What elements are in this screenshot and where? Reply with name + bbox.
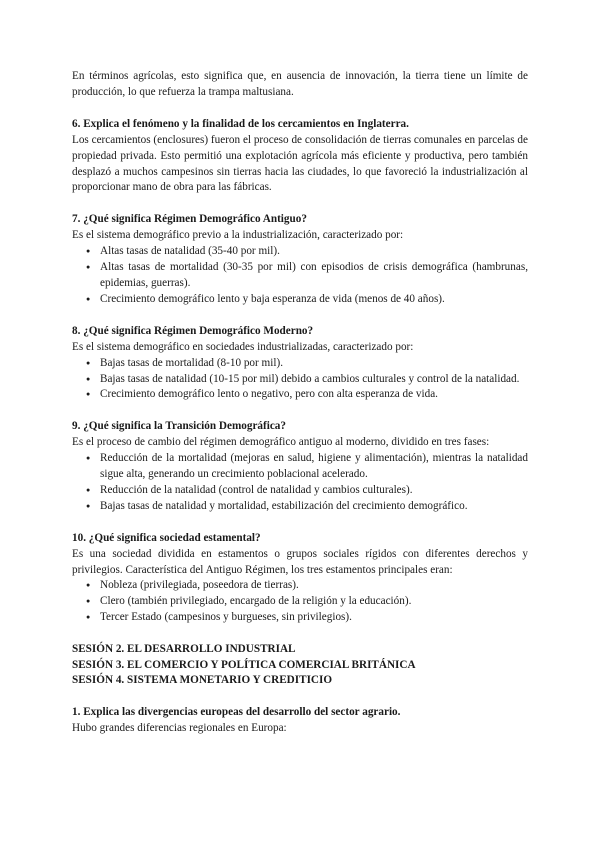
question-8-title: 8. ¿Qué significa Régimen Demográfico Moderno?: [72, 324, 314, 337]
session-4-heading: SESIÓN 4. SISTEMA MONETARIO Y CREDITICIO: [72, 674, 333, 687]
intro-paragraph: En términos agrícolas, esto significa que, en ausencia de innovación, la tierra tiene un límite de producción, lo que refuerza la trampa maltusiana.: [72, 70, 528, 98]
question-6-title: 6. Explica el fenómeno y la finalidad de los cercamientos en Inglaterra.: [72, 117, 409, 130]
list-item: ● Bajas tasas de mortalidad (8-10 por mil).: [72, 356, 528, 372]
page-content: [72, 69, 528, 737]
question-9-list: [72, 451, 528, 515]
list-item: ● Nobleza (privilegiada, poseedora de tierras).: [72, 578, 528, 594]
question-8-lead: Es el sistema demográfico en sociedades industrializadas, caracterizado por:: [72, 340, 414, 353]
question-7-lead: Es el sistema demográfico previo a la industrialización, caracterizado por:: [72, 229, 404, 242]
question-10-list: [72, 578, 528, 626]
list-item: ● Tercer Estado (campesinos y burgueses, sin privilegios).: [72, 610, 528, 626]
section-1-question-title: 1. Explica las divergencias europeas del desarrollo del sector agrario.: [72, 705, 401, 718]
question-8-list: [72, 356, 528, 404]
list-item: ● Bajas tasas de natalidad (10-15 por mil) debido a cambios culturales y control de la natalidad.: [72, 372, 528, 388]
list-item: ● Reducción de la mortalidad (mejoras en salud, higiene y alimentación), mientras la natalidad sigue alta, generando un crecimiento poblacional acelerado.: [72, 451, 528, 483]
list-item: ● Bajas tasas de natalidad y mortalidad, estabilización del crecimiento demográfico.: [72, 499, 528, 515]
question-10-title: 10. ¿Qué significa sociedad estamental?: [72, 531, 261, 544]
list-item: ● Reducción de la natalidad (control de natalidad y cambios culturales).: [72, 483, 528, 499]
question-7-list: [72, 244, 528, 308]
question-7-title: 7. ¿Qué significa Régimen Demográfico Antiguo?: [72, 213, 307, 226]
list-item: ● Altas tasas de natalidad (35-40 por mil).: [72, 244, 528, 260]
section-1-question-lead: Hubo grandes diferencias regionales en Europa:: [72, 721, 287, 734]
session-2-heading: SESIÓN 2. EL DESARROLLO INDUSTRIAL: [72, 643, 296, 656]
list-item: ● Crecimiento demográfico lento o negativo, pero con alta esperanza de vida.: [72, 387, 528, 403]
session-3-heading: SESIÓN 3. EL COMERCIO Y POLÍTICA COMERCIAL BRITÁNICA: [72, 658, 416, 671]
list-item: ● Altas tasas de mortalidad (30-35 por mil) con episodios de crisis demográfica (hambrunas, epidemias, guerras).: [72, 260, 528, 292]
question-9-lead: Es el proceso de cambio del régimen demográfico antiguo al moderno, dividido en tres fases:: [72, 436, 490, 449]
question-10-lead: Es una sociedad dividida en estamentos o grupos sociales rígidos con diferentes derechos y privilegios. Característica del Antiguo Régimen, los tres estamentos principales eran:: [72, 547, 528, 576]
list-item: ● Crecimiento demográfico lento y baja esperanza de vida (menos de 40 años).: [72, 292, 528, 308]
question-9-title: 9. ¿Qué significa la Transición Demográfica?: [72, 420, 286, 433]
session-headings: [72, 642, 528, 689]
list-item: ● Clero (también privilegiado, encargado de la religión y la educación).: [72, 594, 528, 610]
question-6-body: Los cercamientos (enclosures) fueron el proceso de consolidación de tierras comunales en parcelas de propiedad privada. Esto permitió una explotación agrícola más eficiente y productiva, pero también desplazó a muchos campesinos sin tierras hacia las ciudades, lo que favoreció la industrialización al proporcionar mano de obra para las fábricas.: [72, 133, 528, 194]
